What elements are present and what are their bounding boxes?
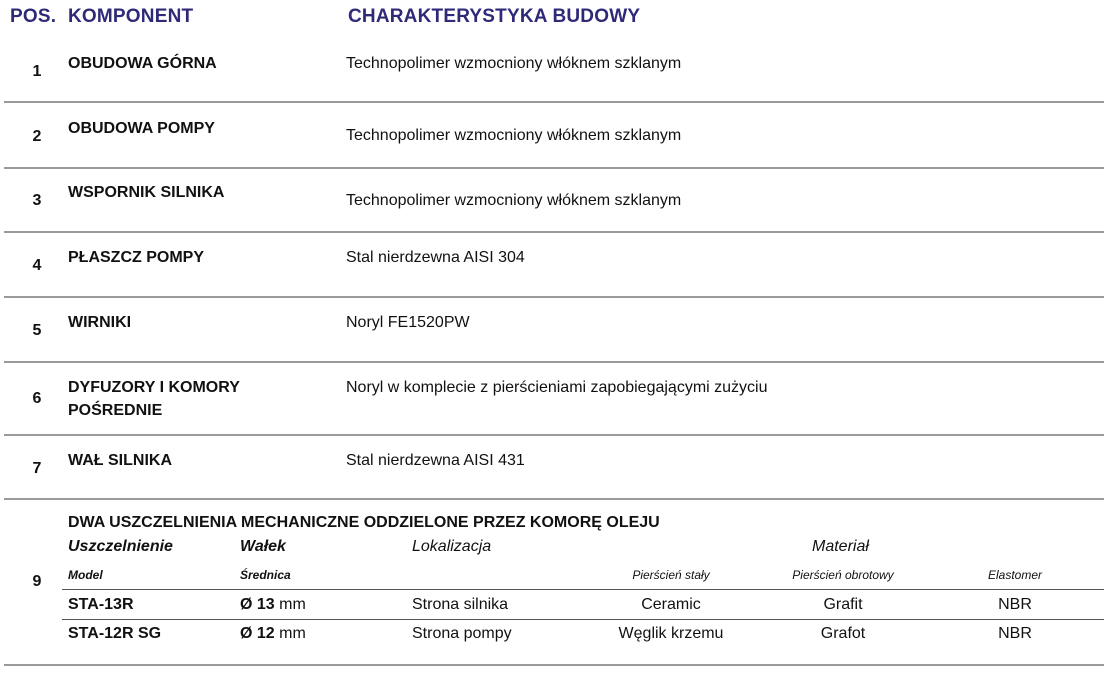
- seal-diameter: [240, 596, 306, 614]
- seal-diameter-value: Ø 13: [240, 596, 275, 613]
- seals-subheader-model: Model: [68, 568, 103, 582]
- row-pos: 3: [32, 192, 42, 209]
- row-pos: 5: [32, 322, 42, 339]
- row-separator: [4, 101, 1104, 103]
- table-row: [0, 246, 1104, 296]
- row-description: Noryl w komplecie z pierścieniami zapobiegającymi zużyciu: [346, 379, 768, 396]
- seal-fixed-ring: Węglik krzemu: [618, 625, 724, 642]
- row-component: PŁASZCZ POMPY: [68, 249, 205, 266]
- seals-subheader-diameter: Średnica: [240, 568, 291, 582]
- row-description: Technopolimer wzmocniony włóknem szklanym: [346, 55, 682, 72]
- row-separator: [4, 296, 1104, 298]
- row-component-line2: POŚREDNIE: [68, 402, 163, 419]
- row-separator: [4, 361, 1104, 363]
- seal-location: Strona silnika: [412, 596, 509, 613]
- seals-header-location: Lokalizacja: [412, 538, 492, 555]
- header-component: KOMPONENT: [68, 6, 194, 27]
- row-component: WSPORNIK SILNIKA: [68, 184, 225, 201]
- row-component: OBUDOWA GÓRNA: [68, 55, 217, 72]
- row-separator: [4, 664, 1104, 666]
- header-pos: POS.: [10, 6, 57, 27]
- table-row: [0, 311, 1104, 361]
- row-pos: 6: [32, 390, 42, 407]
- table-row: [0, 449, 1104, 499]
- seals-header-divider: [62, 589, 1104, 590]
- row-pos: 2: [32, 128, 42, 145]
- row-pos: 4: [32, 257, 42, 274]
- seals-subheader-fixed-ring: Pierścień stały: [632, 568, 710, 582]
- row-description: Stal nierdzewna AISI 304: [346, 249, 525, 266]
- seal-diameter-unit: mm: [279, 625, 306, 642]
- row-component: WAŁ SILNIKA: [68, 452, 172, 469]
- seal-diameter-unit: mm: [279, 596, 306, 613]
- seal-elastomer: NBR: [998, 596, 1032, 613]
- row-pos: 7: [32, 460, 42, 477]
- seals-row-divider: [62, 619, 1104, 620]
- row-description: Technopolimer wzmocniony włóknem szklanym: [346, 127, 682, 144]
- seals-header-shaft: Wałek: [240, 538, 286, 555]
- seal-diameter-value: Ø 12: [240, 625, 275, 642]
- row-separator: [4, 167, 1104, 169]
- seal-rotating-ring: Grafit: [823, 596, 863, 613]
- seal-rotating-ring: Grafot: [820, 625, 866, 642]
- seals-header-seal: Uszczelnienie: [68, 538, 173, 555]
- seals-section: [0, 498, 1104, 668]
- seal-location: Strona pompy: [412, 625, 512, 642]
- table-row: [0, 52, 1104, 102]
- row-component: OBUDOWA POMPY: [68, 120, 215, 137]
- seals-subheader-elastomer: Elastomer: [987, 568, 1043, 582]
- seals-title: DWA USZCZELNIENIA MECHANICZNE ODDZIELONE PRZEZ KOMORĘ OLEJU: [68, 514, 660, 531]
- row-separator: [4, 231, 1104, 233]
- table-row: [0, 117, 1104, 167]
- row-description: Technopolimer wzmocniony włóknem szklanym: [346, 192, 682, 209]
- row-component-line1: DYFUZORY I KOMORY: [68, 379, 240, 396]
- row-pos: 1: [32, 63, 42, 80]
- seals-header-material: Materiał: [812, 538, 869, 555]
- seal-elastomer: NBR: [998, 625, 1032, 642]
- seal-fixed-ring: Ceramic: [641, 596, 701, 613]
- row-description: Stal nierdzewna AISI 431: [346, 452, 525, 469]
- seal-model: STA-12R SG: [68, 625, 162, 642]
- seal-diameter: [240, 625, 306, 643]
- row-separator: [4, 434, 1104, 436]
- row-description: Noryl FE1520PW: [346, 314, 470, 331]
- seals-subheader-rotating-ring: Pierścień obrotowy: [792, 568, 894, 582]
- table-row: [0, 376, 1104, 434]
- row-pos: 9: [32, 573, 42, 590]
- header-characteristic: CHARAKTERYSTYKA BUDOWY: [348, 6, 641, 27]
- row-component: WIRNIKI: [68, 314, 132, 331]
- table-row: [0, 181, 1104, 231]
- seal-model: STA-13R: [68, 596, 134, 613]
